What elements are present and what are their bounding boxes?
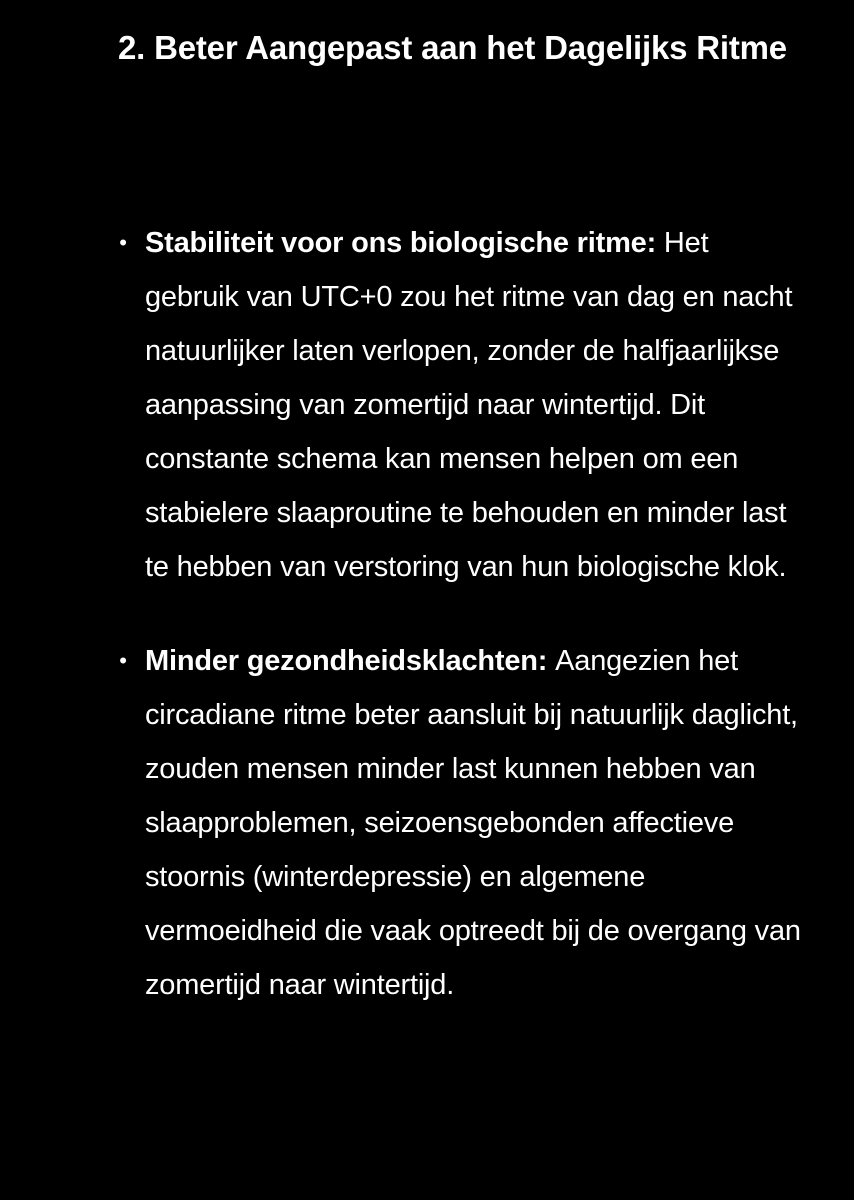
article-content xyxy=(118,0,818,1001)
bullet-term: Stabiliteit voor ons biologische ritme: xyxy=(145,227,664,259)
list-item xyxy=(118,216,808,594)
list-item xyxy=(118,634,808,1012)
bullet-text: Aangezien het circadiane ritme beter aansluit bij natuurlijk daglicht, zouden mensen minder last kunnen hebben van slaapproblemen, seizoensgebonden affectieve stoornis (winterdepressie) en algemene vermoeidheid die vaak optreedt bij de overgang van zomertijd naar wintertijd. xyxy=(145,645,801,1001)
bullet-text: Het gebruik van UTC+0 zou het ritme van dag en nacht natuurlijker laten verlopen, zonder de halfjaarlijkse aanpassing van zomertijd naar wintertijd. Dit constante schema kan mensen helpen om een stabielere slaaproutine te behouden en minder last te hebben van verstoring van hun biologische klok. xyxy=(145,227,793,583)
bullet-term: Minder gezondheidsklachten: xyxy=(145,645,556,677)
bullet-dot-icon: • xyxy=(119,648,127,673)
bullet-dot-icon: • xyxy=(119,230,127,255)
bullet-list xyxy=(118,216,808,1052)
section-heading: 2. Beter Aangepast aan het Dagelijks Ritme xyxy=(118,29,787,66)
